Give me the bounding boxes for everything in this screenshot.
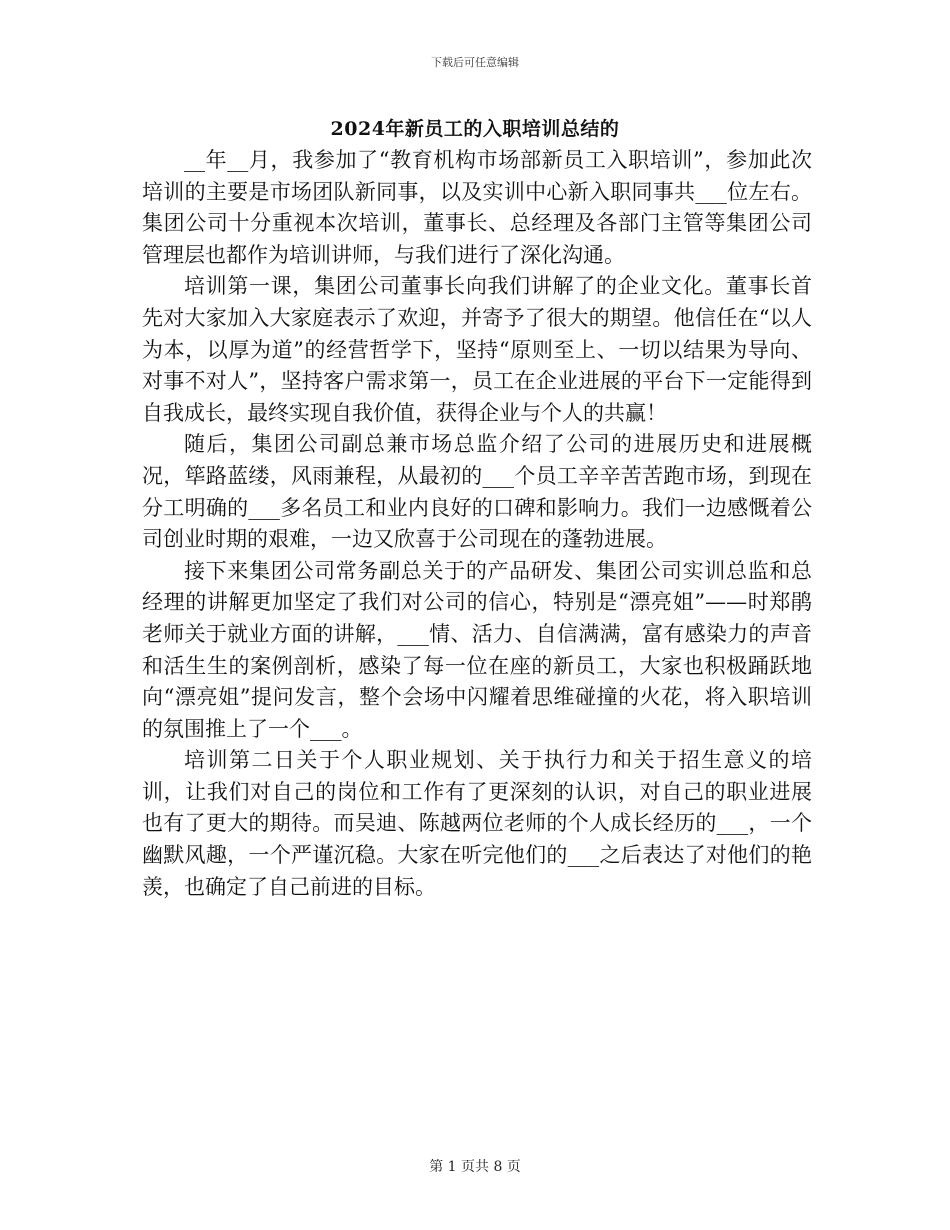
header-note: 下载后可任意编辑 — [431, 56, 519, 69]
document-title: 2024年新员工的入职培训总结的 — [330, 118, 620, 140]
paragraph-5: 培训第二日关于个人职业规划、关于执行力和关于招生意义的培训，让我们对自己的岗位和工作有了更深刻的认识，对自己的职业进展也有了更大的期待。而吴迪、陈越两位老师的个人成长经历的___，一个幽默风趣，一个严谨沉稳。大家在听完他们的___之后表达了对他们的艳羡，也确定了自己前进的目标。 — [142, 748, 812, 899]
paragraph-1: __年__月，我参加了“教育机构市场部新员工入职培训”，参加此次培训的主要是市场团队新同事，以及实训中心新入职同事共___位左右。集团公司十分重视本次培训，董事长、总经理及各部门主管等集团公司管理层也都作为培训讲师，与我们进行了深化沟通。 — [142, 148, 812, 267]
document-body — [142, 145, 812, 903]
paragraph-3: 随后，集团公司副总兼市场总监介绍了公司的进展历史和进展概况，筚路蓝缕，风雨兼程，从最初的___个员工辛辛苦苦跑市场，到现在分工明确的___多名员工和业内良好的口碑和影响力。我们一边感慨着公司创业时期的艰难，一边又欣喜于公司现在的蓬勃进展。 — [142, 432, 812, 552]
page-number: 第 1 页共 8 页 — [429, 1159, 521, 1175]
paragraph-4: 接下来集团公司常务副总关于的产品研发、集团公司实训总监和总经理的讲解更加坚定了我们对公司的信心，特别是“漂亮姐”——时郑鹃老师关于就业方面的讲解，___情、活力、自信满满，富有感染力的声音和活生生的案例剖析，感染了每一位在座的新员工，大家也积极踊跃地向“漂亮姐”提问发言，整个会场中闪耀着思维碰撞的火花，将入职培训的氛围推上了一个___。 — [142, 558, 812, 741]
paragraph-2: 培训第一课，集团公司董事长向我们讲解了的企业文化。董事长首先对大家加入大家庭表示了欢迎，并寄予了很大的期望。他信任在“以人为本，以厚为道”的经营哲学下，坚持“原则至上、一切以结果为导向、对事不对人”，坚持客户需求第一，员工在企业进展的平台下一定能得到自我成长，最终实现自我价值，获得企业与个人的共赢！ — [142, 274, 812, 425]
